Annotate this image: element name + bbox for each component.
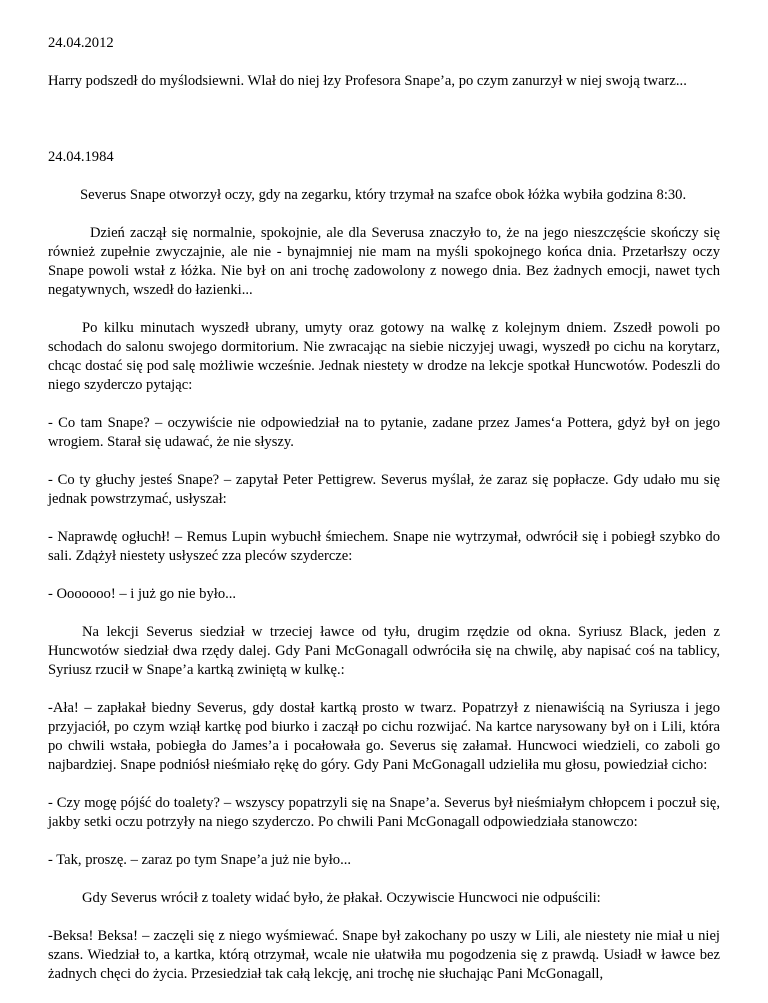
document-page [48, 34, 720, 1003]
dialogue-toilet-request: - Czy mogę pójść do toalety? – wszyscy popatrzyli się na Snape’a. Severus był nieśmiałym chłopcem i poczuł się, jakby setki oczu potrzyły na niego szyderczo. Po chwili Pani McGonagall odpowiedziała stanowczo: [48, 795, 720, 830]
date-1984: 24.04.1984 [48, 149, 114, 165]
date-2012: 24.04.2012 [48, 35, 114, 51]
dialogue-potter: - Co tam Snape? – oczywiście nie odpowiedział na to pytanie, zadane przez James‘a Pottera, gdyż był on jego wrogiem. Starał się udawać, że nie słyszy. [48, 415, 720, 450]
paragraph-leaving-dormitory: Po kilku minutach wyszedł ubrany, umyty oraz gotowy na walkę z kolejnym dniem. Zszedł powoli po schodach do salonu swojego dormitorium. Nie zwracając na siebie niczyjej uwagi, wyszedł po cichu na korytarz, chcąc dostać się pod salę możliwie wcześnie. Jednak niestety w drodze na lekcje spotkał Huncwotów. Podeszli do niego szyderczo pytając: [48, 320, 720, 393]
dialogue-mocking: - Ooooooo! – i już go nie było... [48, 586, 237, 602]
dialogue-lupin: - Naprawdę ogłuchł! – Remus Lupin wybuchł śmiechem. Snape nie wytrzymał, odwrócił się i pobiegł szybko do sali. Zdążył niestety usłyszeć zza pleców szydercze: [48, 529, 720, 564]
paragraph-crybaby: -Beksa! Beksa! – zaczęli się z niego wyśmiewać. Snape był zakochany po uszy w Lili, ale niestety nie miał u niej szans. Wiedział to, a kartka, którą otrzymał, wcale nie ułatwiła mu pogodzenia się z prawdą. Usiadł w ławce bez żadnych chęci do życia. Przesiedział tak całą lekcję, ani trochę nie słuchając Pani McGonagall, [48, 928, 720, 982]
paragraph-lesson: Na lekcji Severus siedział w trzeciej ławce od tyłu, drugim rzędzie od okna. Syriusz Black, jeden z Huncwotów siedział dwa rzędy dalej. Gdy Pani McGonagall odwróciła się na chwilę, aby napisać coś na tablicy, Syriusz rzucił w Snape’a kartką zwiniętą w kulkę.: [48, 624, 720, 678]
dialogue-pettigrew: - Co ty głuchy jesteś Snape? – zapytał Peter Pettigrew. Severus myślał, że zaraz się popłacze. Gdy udało mu się jednak powstrzymać, usłyszał: [48, 472, 720, 507]
paragraph-return: Gdy Severus wrócił z toalety widać było, że płakał. Oczywiscie Huncwoci nie odpuścili: [82, 890, 601, 906]
dialogue-mcgonagall-answer: - Tak, proszę. – zaraz po tym Snape’a już nie było... [48, 852, 352, 868]
paragraph-wake-up: Severus Snape otworzył oczy, gdy na zegarku, który trzymał na szafce obok łóżka wybiła godzina 8:30. [80, 187, 687, 203]
paragraph-day-start: Dzień zaczął się normalnie, spokojnie, ale dla Severusa znaczyło to, że na jego nieszczęście skończy się również zupełnie zwyczajnie, ale nie - bynajmniej nie mam na myśli spokojnego końca dnia. Przetarłszy oczy Snape powoli wstał z łóżka. Nie był on ani trochę zadowolony z nowego dnia. Bez żadnych emocji, nawet tych negatywnych, wszedł do łazienki... [48, 225, 720, 298]
intro-paragraph: Harry podszedł do myślodsiewni. Wlał do niej łzy Profesora Snape’a, po czym zanurzył w niej swoją twarz... [48, 73, 687, 89]
paragraph-note: -Ała! – zapłakał biedny Severus, gdy dostał kartką prosto w twarz. Popatrzył z nienawiścią na Syriusza i jego przyjaciół, po czym wziął kartkę pod biurko i zaczął po cichu rozwijać. Na kartce narysowany był on i Lili, która po chwili wstała, pobiegła do James’a i pocałowała go. Severus się załamał. Huncwoci wiedzieli, co zaboli go najbardziej. Snape podniósł nieśmiało rękę do góry. Gdy Pani McGonagall udzieliła mu głosu, powiedział cicho: [48, 700, 720, 773]
